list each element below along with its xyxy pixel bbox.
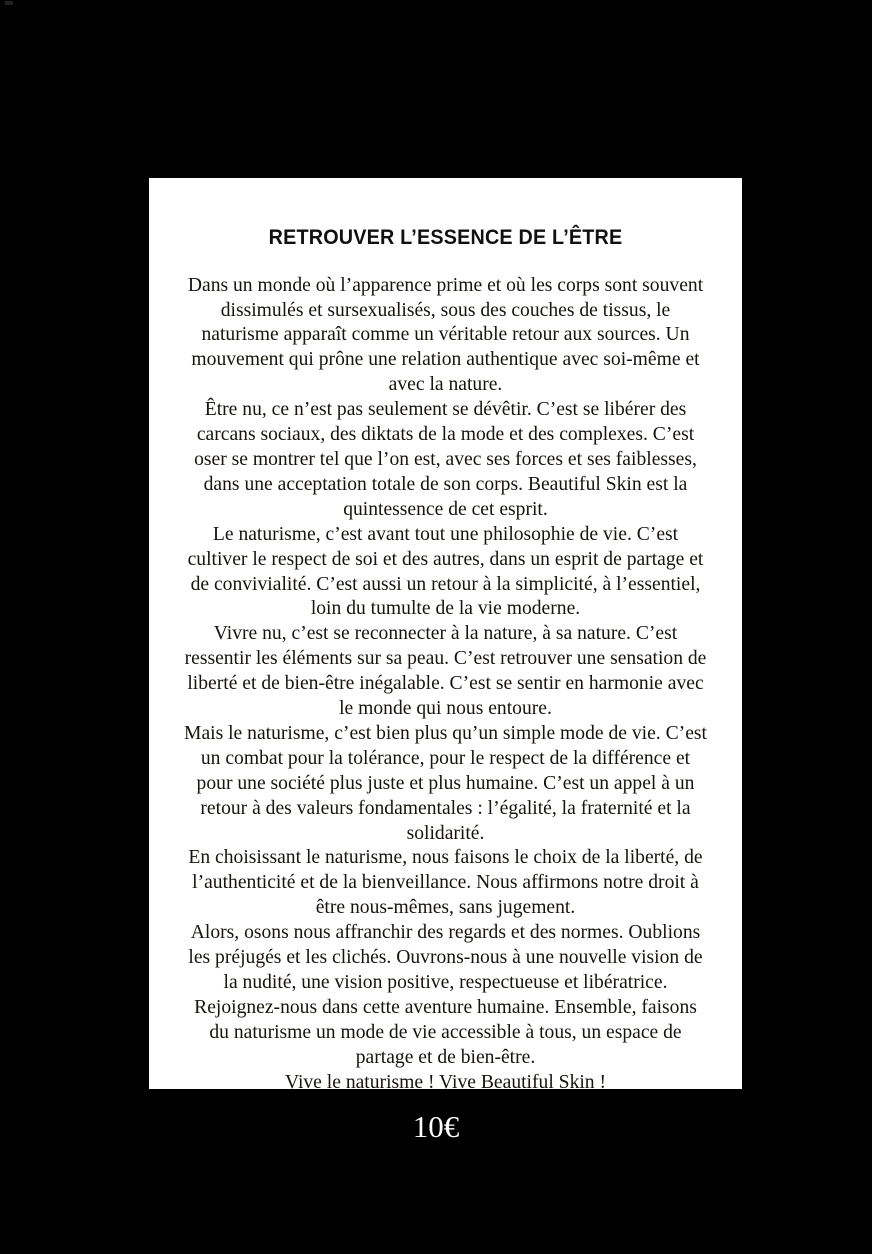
paragraph: Vivre nu, c’est se reconnecter à la nature, à sa nature. C’est ressentir les éléments sur sa peau. C’est retrouver une sensation de liberté et de bien-être inégalable. C’est se sentir en harmonie avec le monde qui nous entoure. bbox=[184, 623, 707, 720]
paragraph: Le naturisme, c’est avant tout une philosophie de vie. C’est cultiver le respect de soi et des autres, dans un esprit de partage et de convivialité. C’est aussi un retour à la simplicité, à l’essentiel, loin du tumulte de la vie moderne. bbox=[187, 523, 704, 620]
paragraph: Alors, osons nous affranchir des regards et des normes. Oublions les préjugés et les clichés. Ouvrons-nous à une nouvelle vision de la nudité, une vision positive, respectueuse et libératrice. bbox=[188, 922, 703, 994]
text-card bbox=[149, 178, 742, 1089]
paragraph: Vive le naturisme ! Vive Beautiful Skin ! bbox=[284, 1071, 607, 1089]
body-text-block bbox=[184, 250, 707, 1089]
price-label: 10€ bbox=[412, 1109, 460, 1144]
paragraph: En choisissant le naturisme, nous faisons le choix de la liberté, de l’authenticité et de la bienveillance. Nous affirmons notre droit à être nous-mêmes, sans jugement. bbox=[188, 847, 703, 919]
corner-artifact bbox=[5, 1, 13, 5]
paragraph: Être nu, ce n’est pas seulement se dévêtir. C’est se libérer des carcans sociaux, des diktats de la mode et des complexes. C’est oser se montrer tel que l’on est, avec ses forces et ses faiblesses, dans une acceptation totale de son corps. Beautiful Skin est la quintessence de cet esprit. bbox=[194, 399, 697, 520]
paragraph: Dans un monde où l’apparence prime et où les corps sont souvent dissimulés et sursexualisés, sous des couches de tissus, le naturisme apparaît comme un véritable retour aux sources. Un mouvement qui prône une relation authentique avec soi-même et avec la nature. bbox=[187, 274, 704, 396]
paragraph: Rejoignez-nous dans cette aventure humaine. Ensemble, faisons du naturisme un mode de vie accessible à tous, un espace de partage et de bien-être. bbox=[194, 996, 697, 1068]
paragraph: Mais le naturisme, c’est bien plus qu’un simple mode de vie. C’est un combat pour la tolérance, pour le respect de la différence et pour une société plus juste et plus humaine. C’est un appel à un retour à des valeurs fondamentales : l’égalité, la fraternité et la solidarité. bbox=[184, 722, 707, 844]
page-title: RETROUVER L’ESSENCE DE L’ÊTRE bbox=[268, 225, 623, 249]
card-content bbox=[184, 178, 707, 1089]
